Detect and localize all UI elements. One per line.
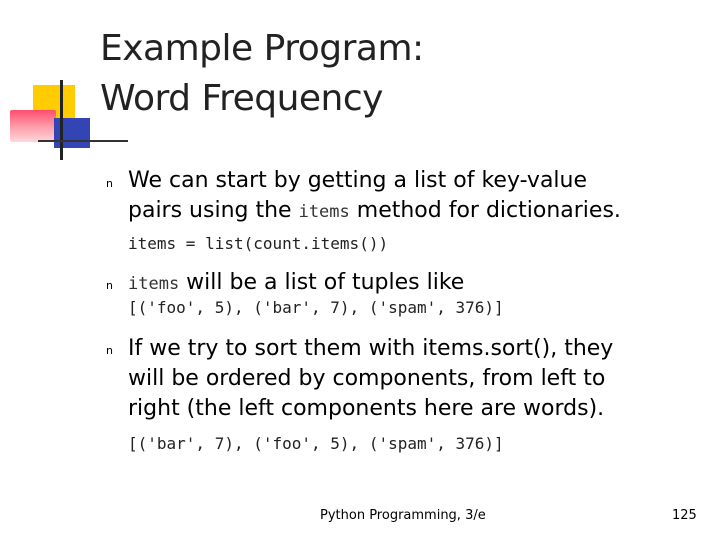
inline-code-items: items bbox=[298, 202, 350, 222]
bullet-1-line-1: We can start by getting a list of key-value bbox=[128, 168, 588, 193]
bullet-1-text bbox=[128, 166, 621, 227]
bullet-1-line-2-suffix: method for dictionaries. bbox=[349, 198, 621, 223]
footer-book-title: Python Programming, 3/e bbox=[320, 508, 486, 523]
bullet-3-text bbox=[128, 334, 613, 424]
slide-title bbox=[100, 24, 700, 124]
bullet-2-text bbox=[128, 268, 464, 299]
logo-horizontal-line bbox=[38, 140, 128, 142]
code-line-2: [('foo', 5), ('bar', 7), ('spam', 376)] bbox=[128, 298, 504, 317]
page-number: 125 bbox=[672, 508, 697, 523]
code-line-3: [('bar', 7), ('foo', 5), ('spam', 376)] bbox=[128, 434, 504, 453]
bullet-1-line-2-prefix: pairs using the bbox=[128, 198, 299, 223]
inline-code-items: items bbox=[128, 274, 180, 294]
bullet-marker: n bbox=[106, 279, 113, 292]
logo-vertical-line bbox=[60, 80, 63, 160]
logo-red-gradient-bar bbox=[10, 110, 56, 142]
bullet-marker: n bbox=[106, 344, 113, 357]
code-line-1: items = list(count.items()) bbox=[128, 234, 389, 253]
bullet-marker: n bbox=[106, 177, 113, 190]
bullet-3-line-2: will be ordered by components, from left to bbox=[128, 366, 606, 391]
bullet-1-line-2 bbox=[128, 196, 621, 227]
bullet-3-line-3: right (the left components here are words). bbox=[128, 396, 605, 421]
bullet-3-line-1: If we try to sort them with items.sort(), they bbox=[128, 336, 614, 361]
title-line-2: Word Frequency bbox=[100, 78, 383, 119]
title-line-1: Example Program: bbox=[100, 28, 424, 69]
bullet-2-suffix: will be a list of tuples like bbox=[179, 270, 465, 295]
